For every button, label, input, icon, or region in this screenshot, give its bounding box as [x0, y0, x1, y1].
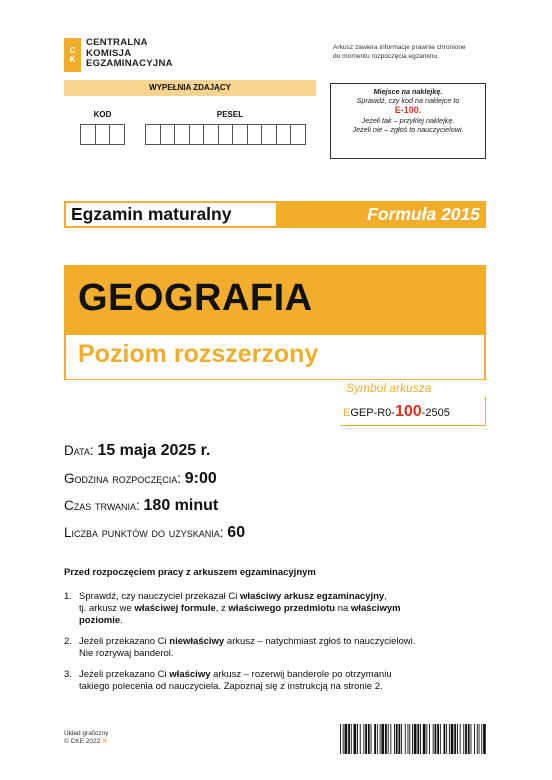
text-run: Jeżeli przekazano Ci — [79, 669, 170, 680]
pesel-box[interactable] — [247, 124, 263, 145]
pesel-box[interactable] — [174, 124, 190, 145]
protection-notice — [333, 44, 513, 61]
barcode-bar — [371, 724, 372, 754]
text-bold: właściwy arkusz egzaminacyjny — [240, 591, 385, 602]
logo-line-3: EGZAMINACYJNA — [86, 58, 173, 69]
text-run: takiego polecenia od nauczyciela. Zapoznaj się z instrukcją na stronie 2. — [79, 681, 383, 692]
symbol-prefix-e: E — [343, 407, 351, 419]
barcode-bar — [345, 724, 348, 754]
exam-date — [64, 442, 210, 460]
kod-box[interactable] — [95, 124, 111, 145]
instruction-number: 3. — [64, 669, 72, 680]
barcode-bar — [381, 724, 384, 754]
instruction-text — [79, 591, 494, 627]
cke-logo — [64, 38, 173, 72]
sticker-check-text: Sprawdź, czy kod na naklejce to — [356, 96, 460, 105]
barcode-bar — [437, 724, 439, 754]
barcode-bar — [414, 724, 417, 754]
instruction-text — [79, 669, 494, 693]
duration-value: 180 minut — [143, 497, 219, 514]
instructions-title: Przed rozpoczęciem pracy z arkuszem egzaminacyjnym — [64, 567, 316, 578]
instruction-number: 2. — [64, 636, 72, 647]
sticker-no-text: Jeżeli nie – zgłoś to nauczycielowi. — [352, 125, 464, 134]
points-label: Liczba punktów do uzyskania: — [64, 525, 224, 540]
date-label: Data: — [64, 443, 94, 458]
cke-mark-icon: ✕ — [102, 738, 108, 745]
barcode-bar — [380, 724, 381, 754]
subject-box — [64, 265, 486, 380]
exam-title-band — [64, 201, 486, 228]
sticker-code-suffix: . — [418, 105, 422, 115]
pesel-input-boxes[interactable] — [145, 124, 305, 145]
barcode-bar — [451, 724, 454, 754]
text-run: arkusz – rozerwij banderole po otrzymaniu — [210, 669, 392, 680]
barcode-bar — [368, 724, 370, 754]
pesel-box[interactable] — [261, 124, 277, 145]
instruction-item — [64, 591, 494, 627]
barcode-bar — [465, 724, 467, 754]
barcode-bar — [360, 724, 361, 754]
symbol-label: Symbol arkusza — [346, 381, 432, 395]
barcode-bar — [343, 724, 344, 754]
text-bold: niewłaściwy — [169, 636, 225, 647]
barcode-bar — [401, 724, 402, 754]
sticker-yes-text: Jeżeli tak – przyklej naklejkę. — [361, 116, 455, 125]
barcode-bar — [390, 724, 391, 754]
text-run: , z — [215, 603, 229, 614]
text-bold: właściwego przedmiotu — [228, 603, 336, 614]
text-run: arkusz – natychmiast zgłoś to nauczycielowi. — [224, 636, 416, 647]
pesel-box[interactable] — [290, 124, 306, 145]
duration-label: Czas trwania: — [64, 498, 140, 513]
instruction-number: 1. — [64, 591, 72, 602]
text-run: , — [384, 591, 387, 602]
logo-mark-c: C — [69, 46, 76, 55]
barcode-bar — [385, 724, 387, 754]
barcode-bar — [388, 724, 389, 754]
barcode-bar — [429, 724, 430, 754]
barcode-bar — [357, 724, 358, 754]
cke-logo-mark — [64, 38, 81, 72]
candidate-fill-header: WYPEŁNIA ZDAJĄCY — [64, 80, 316, 96]
barcode-bar — [340, 724, 341, 754]
notice-line-2: do momentu rozpoczęcia egzaminu. — [333, 52, 439, 60]
text-run: na — [335, 603, 351, 614]
text-run: tj. arkusz we — [79, 603, 135, 614]
logo-line-1: CENTRALNA — [86, 37, 148, 48]
logo-mark-k: K — [69, 55, 76, 64]
barcode-bar — [446, 724, 447, 754]
barcode-bar — [435, 724, 437, 754]
barcode-bar — [374, 724, 376, 754]
instruction-item — [64, 636, 494, 660]
barcode-bar — [417, 724, 419, 754]
sticker-code: E-100 — [394, 105, 419, 115]
barcode-bar — [351, 724, 352, 754]
barcode-bar — [479, 724, 480, 754]
subject-level: Poziom rozszerzony — [78, 340, 319, 368]
level-box — [66, 335, 484, 379]
barcode-bar — [365, 724, 367, 754]
text-bold: poziomie — [79, 615, 121, 626]
barcode-bar — [394, 724, 395, 754]
text-run: Nie rozrywaj banderol. — [79, 648, 174, 659]
barcode-bar — [440, 724, 441, 754]
barcode-bar — [405, 724, 406, 754]
barcode-bar — [454, 724, 456, 754]
pesel-box[interactable] — [203, 124, 219, 145]
sticker-area[interactable] — [330, 83, 486, 159]
barcode-bar — [449, 724, 450, 754]
barcode-bar — [377, 724, 378, 754]
symbol-part-1: GEP-R0- — [350, 407, 395, 419]
barcode-bar — [457, 724, 458, 754]
kod-box[interactable] — [80, 124, 96, 145]
barcode-bar — [463, 724, 464, 754]
subject-title: GEOGRAFIA — [78, 277, 313, 319]
notice-line-1: Arkusz zawiera informacje prawnie chronione — [333, 44, 466, 51]
barcode-bar — [408, 724, 409, 754]
logo-text — [86, 38, 173, 70]
exam-duration — [64, 497, 218, 515]
pesel-box[interactable] — [189, 124, 205, 145]
barcode-bar — [396, 724, 398, 754]
barcode-bar — [483, 724, 486, 754]
instruction-text — [79, 636, 494, 660]
barcode-bar — [468, 724, 470, 754]
layout-label: Układ graficzny — [64, 730, 109, 737]
barcode-bar — [460, 724, 461, 754]
exam-formula: Formuła 2015 — [367, 204, 480, 224]
pesel-label: PESEL — [216, 110, 244, 119]
kod-box[interactable] — [109, 124, 125, 145]
barcode — [340, 724, 486, 754]
pesel-box[interactable] — [276, 124, 292, 145]
barcode-bar — [471, 724, 472, 754]
layout-note — [64, 730, 108, 746]
text-bold: właściwym — [350, 603, 401, 614]
pesel-box[interactable] — [145, 124, 161, 145]
barcode-bar — [444, 724, 446, 754]
pesel-box[interactable] — [218, 124, 234, 145]
text-bold: właściwej formule — [134, 603, 216, 614]
pesel-box[interactable] — [232, 124, 248, 145]
barcode-bar — [474, 724, 475, 754]
barcode-bar — [420, 724, 421, 754]
text-bold: właściwy — [169, 669, 211, 680]
barcode-bar — [409, 724, 410, 754]
barcode-bar — [399, 724, 401, 754]
copyright: © CKE 2022 — [64, 738, 101, 745]
barcode-bar — [426, 724, 427, 754]
exam-name: Egzamin maturalny — [66, 203, 276, 226]
sticker-title: Miejsce na naklejkę. — [373, 87, 443, 96]
points-value: 60 — [227, 524, 246, 541]
barcode-bar — [412, 724, 413, 754]
date-value: 15 maja 2025 r. — [97, 442, 211, 459]
text-run: Jeżeli przekazano Ci — [79, 636, 170, 647]
logo-line-2: KOMISJA — [86, 47, 132, 59]
barcode-bar — [363, 724, 364, 754]
symbol-number: 100 — [394, 403, 422, 420]
exam-start — [64, 470, 217, 488]
text-run: Sprawdź, czy nauczyciel przekazał Ci — [79, 591, 241, 602]
barcode-bar — [354, 724, 357, 754]
exam-points — [64, 524, 245, 542]
symbol-part-3: -2505 — [421, 407, 450, 419]
text-run: . — [120, 615, 123, 626]
pesel-box[interactable] — [160, 124, 176, 145]
barcode-bar — [481, 724, 482, 754]
barcode-bar — [423, 724, 426, 754]
barcode-bar — [433, 724, 434, 754]
barcode-bar — [348, 724, 350, 754]
barcode-bar — [477, 724, 478, 754]
start-value: 9:00 — [184, 470, 217, 487]
instruction-item — [64, 669, 494, 693]
symbol-box — [340, 397, 486, 426]
start-label: Godzina rozpoczęcia: — [64, 471, 182, 486]
kod-input-boxes[interactable] — [80, 124, 124, 145]
kod-label: KOD — [93, 110, 112, 119]
